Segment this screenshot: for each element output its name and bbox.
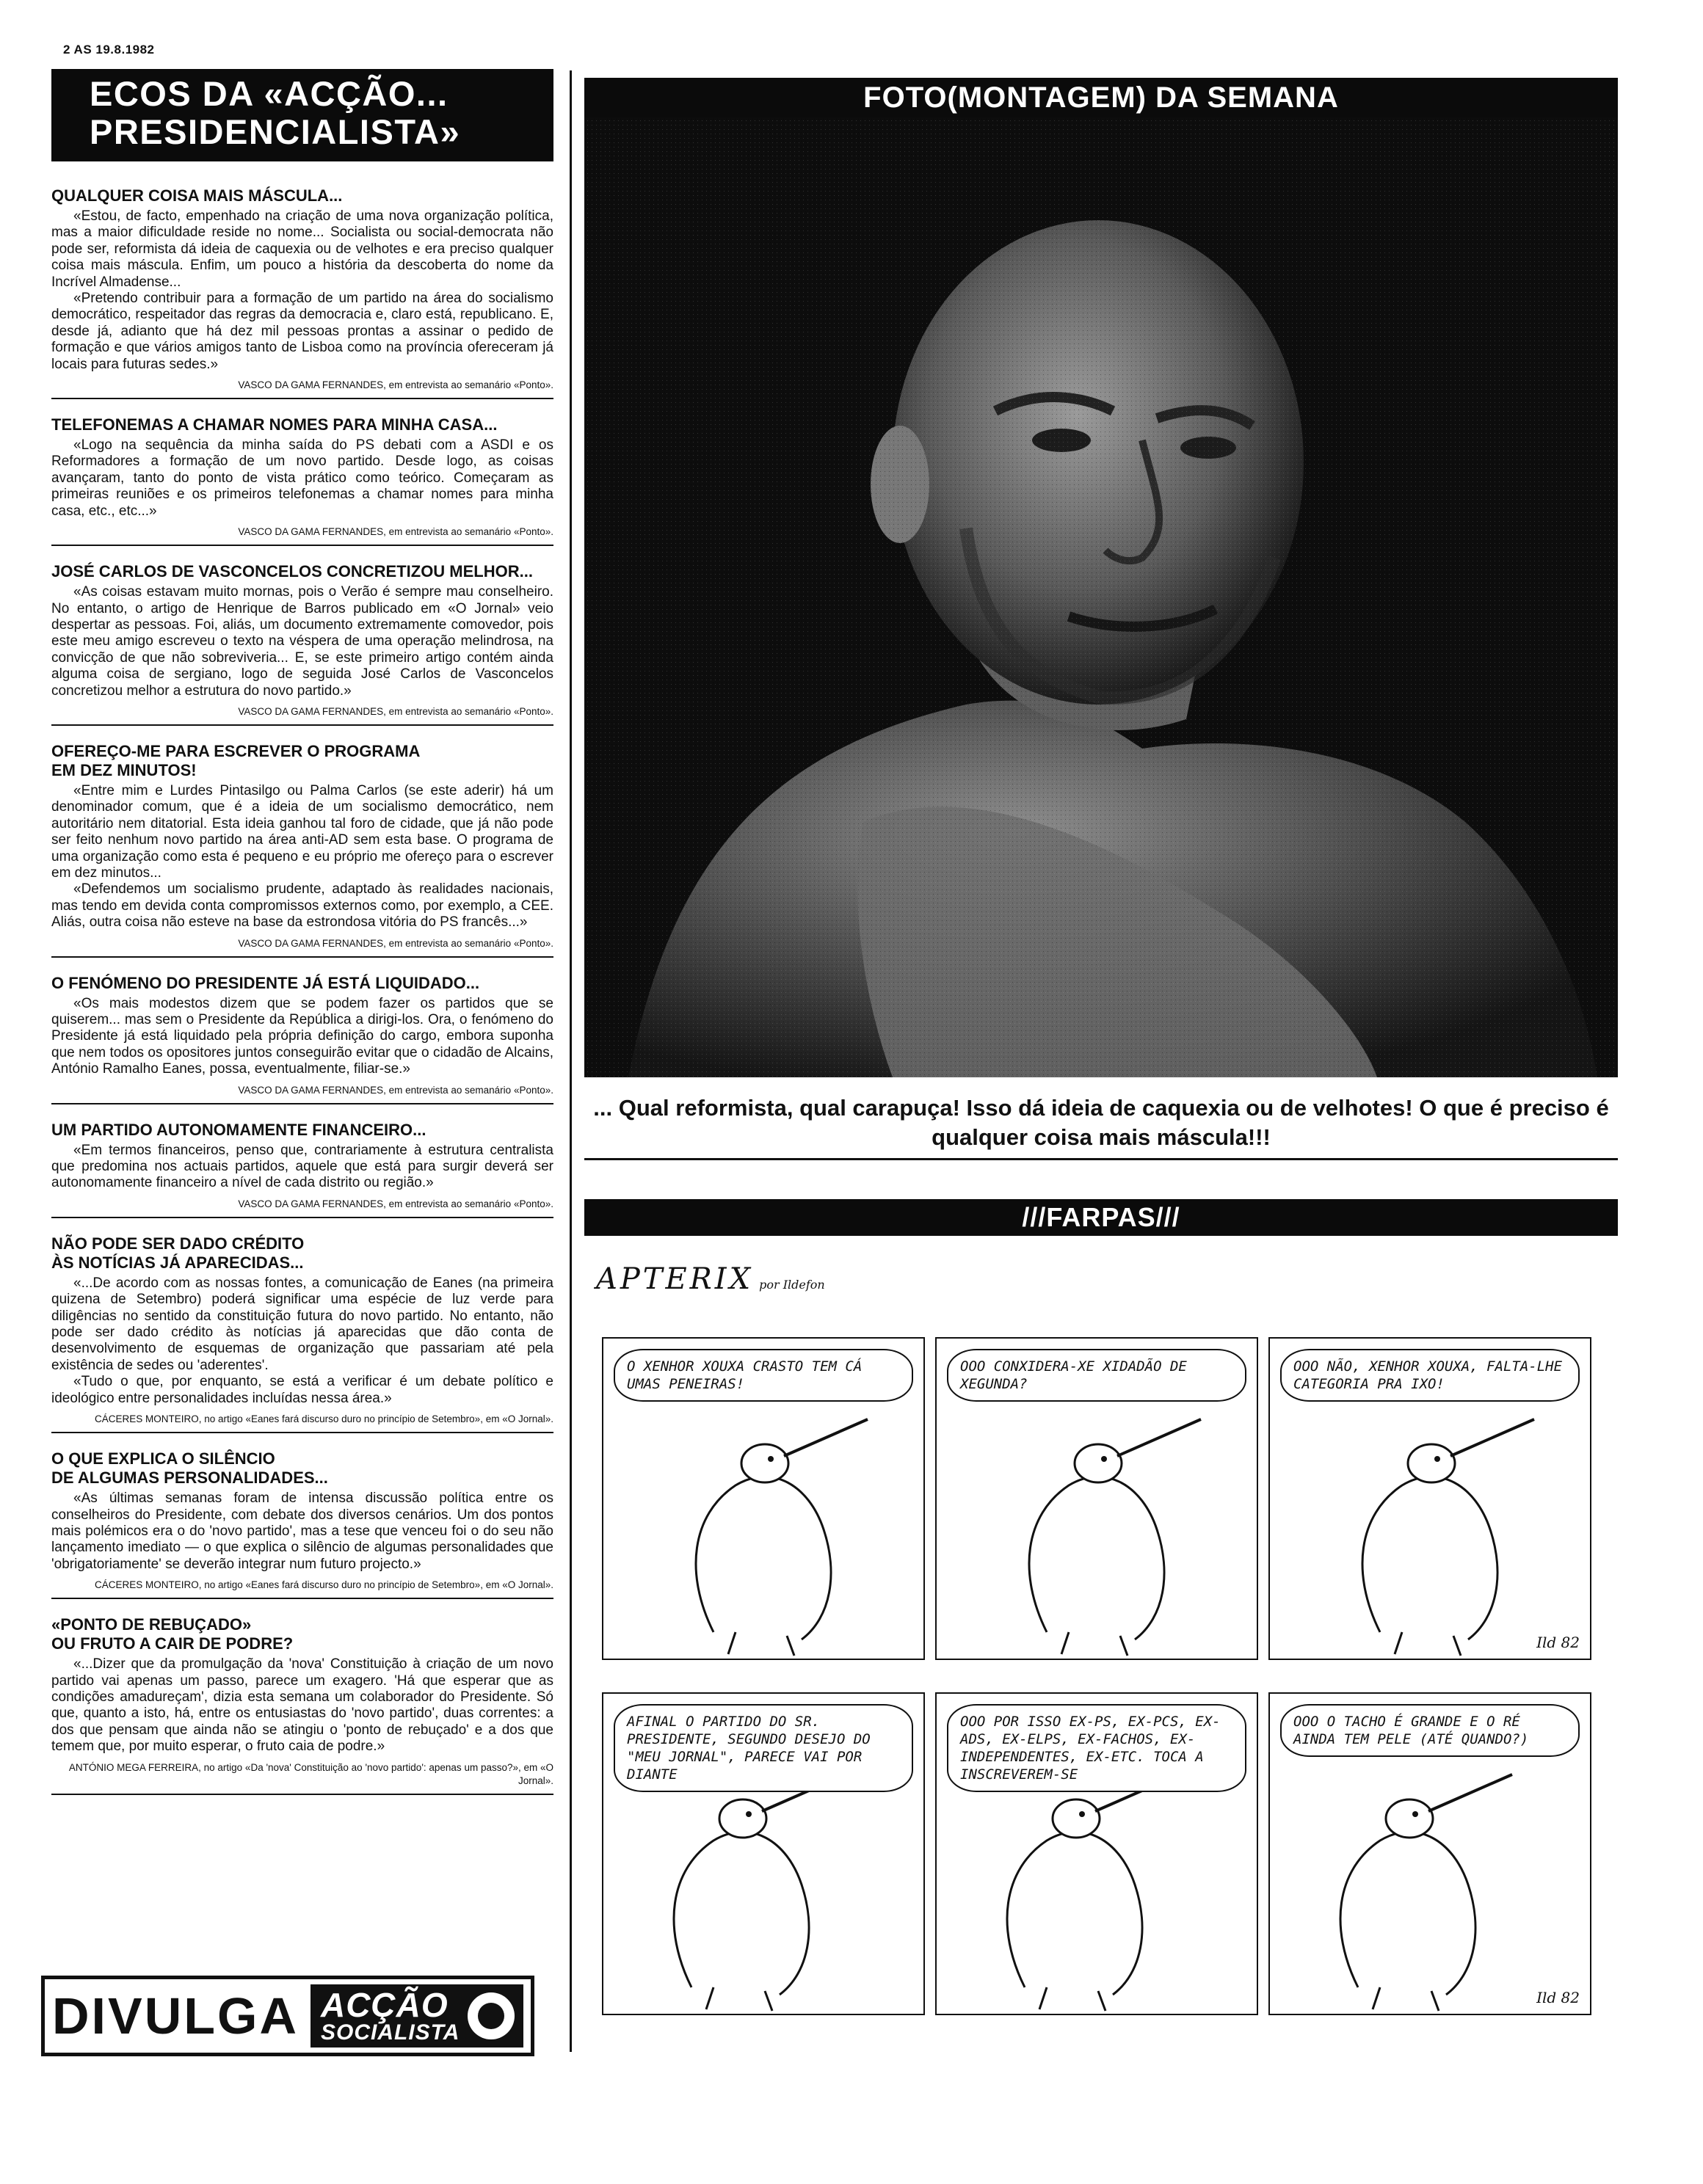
- bald-man-photo: [584, 117, 1618, 1077]
- accao-socialista-logo: [311, 1984, 523, 2048]
- brand-line1: ACÇÃO: [321, 1986, 449, 2024]
- item-paragraph: «Logo na sequência da minha saída do PS debati com a ASDI e os Reformadores a formação de um novo partido. Desde logo, as coisas avançaram, tanto do ponto de vista prático como teórico. Começaram as primeiras reuniões e os primeiros telefonemas a chamar nomes para minha casa, etc., etc...»: [51, 437, 553, 519]
- item-title-line: OU FRUTO A CAIR DE PODRE?: [51, 1634, 294, 1653]
- item-paragraph: «Entre mim e Lurdes Pintasilgo ou Palma Carlos (se este aderir) há um denominador comum, que é a ideia de um socialismo democrático, nem autoritário nem ditatorial. Esta ideia ganhou tal foro de cidade, que já não pode ser feito nenhum novo partido na área anti-AD sem esta base. O programa de uma organização como esta é pequeno e eu próprio me ofereço para o escrever em dez minutos...: [51, 782, 553, 881]
- divulga-word: DIVULGA: [52, 1987, 299, 2045]
- comic-panel-2: [935, 1337, 1258, 1660]
- item-attribution: ANTÓNIO MEGA FERREIRA, no artigo «Da 'nova' Constituição ao 'novo partido': apenas um passo?», em «O Jornal».: [68, 1761, 553, 1786]
- item-title-line: NÃO PODE SER DADO CRÉDITO: [51, 1234, 305, 1253]
- comic-panel-5: [935, 1692, 1258, 2015]
- item-attribution: VASCO DA GAMA FERNANDES, em entrevista ao semanário «Ponto».: [238, 1198, 553, 1209]
- item-attribution: CÁCERES MONTEIRO, no artigo «Eanes fará discurso duro no princípio de Setembro», em «O Jornal».: [94, 1413, 553, 1425]
- item-title: [51, 186, 553, 205]
- quote-items: [51, 186, 553, 1795]
- quote-item: [51, 1121, 553, 1218]
- item-title-line: O FENÓMENO DO PRESIDENTE JÁ ESTÁ LIQUIDADO...: [51, 973, 480, 992]
- item-separator: [51, 1598, 553, 1599]
- item-attribution: VASCO DA GAMA FERNANDES, em entrevista ao semanário «Ponto».: [238, 1084, 553, 1096]
- item-title-line: UM PARTIDO AUTONOMAMENTE FINANCEIRO...: [51, 1120, 426, 1139]
- item-paragraph: «...De acordo com as nossas fontes, a comunicação de Eanes (na primeira quizena de Setembro) poderá significar uma espécie de luz verde para diligências no sentido da constituição futura do novo partido. No entanto, não pode ser dado crédito às notícias já aparecidas que dão conta de desenvolvimento de esquemas de organização que passariam até pela existência de sedes ou 'aderentes'.: [51, 1275, 553, 1373]
- divulga-ad: [41, 1976, 534, 2056]
- item-separator: [51, 1103, 553, 1104]
- quote-item: [51, 742, 553, 958]
- item-attribution: VASCO DA GAMA FERNANDES, em entrevista ao semanário «Ponto».: [238, 705, 553, 717]
- comic-panel-6: [1268, 1692, 1591, 2015]
- speech-balloon: OOO CONXIDERA-XE XIDADÃO DE XEGUNDA?: [947, 1349, 1246, 1402]
- quote-item: [51, 974, 553, 1104]
- item-paragraph: «Pretendo contribuir para a formação de um partido na área do socialismo democrático, respeitador das regras da democracia e, claro está, republicano. E, desde já, adianto que há dez mil pessoas prontas a assinar o pedido de formação e que vários amigos tanto de Lisboa como na província ofereceram já locais para futuras sedes.»: [51, 291, 553, 372]
- item-attribution: VASCO DA GAMA FERNANDES, em entrevista ao semanário «Ponto».: [238, 526, 553, 538]
- item-separator: [51, 724, 553, 726]
- item-title: [51, 1234, 553, 1273]
- item-title-line: OFEREÇO-ME PARA ESCREVER O PROGRAMA: [51, 741, 421, 760]
- item-title: [51, 1121, 553, 1140]
- item-paragraph: «Os mais modestos dizem que se podem fazer os partidos que se quiserem... mas sem o Presidente da República a dirigi-los. Ora, o fenómeno do Presidente já está liquidado pela própria definição do cargo, embora suponha que nem todos os opositores juntos conseguirão evitar que o cidadão de Alcains, António Ramalho Eanes, possa, eventualmente, filiar-se.»: [51, 995, 553, 1077]
- item-paragraph: «As coisas estavam muito mornas, pois o Verão é sempre mau conselheiro. No entanto, o artigo de Henrique de Barros publicado em «O Jornal» veio despertar as pessoas. Foi, aliás, um documento extremamente comovedor, pois este meu amigo escreveu o texto na véspera de uma operação melindrosa, na convicção de que não sobreviveria... E, se este primeiro artigo contém ainda alguma coisa de sergiano, logo de seguida José Carlos de Vasconcelos concretizou melhor a estrutura do novo partido.»: [51, 584, 553, 699]
- item-separator: [51, 1432, 553, 1433]
- item-separator: [51, 545, 553, 546]
- item-title: [51, 974, 553, 993]
- ecos-banner-line2: PRESIDENCIALISTA»: [90, 112, 461, 151]
- item-title-line: JOSÉ CARLOS DE VASCONCELOS CONCRETIZOU MELHOR...: [51, 562, 533, 581]
- item-title: [51, 415, 553, 434]
- comic-panel-4: [602, 1692, 925, 2015]
- speech-balloon: AFINAL O PARTIDO DO SR. PRESIDENTE, SEGUNDO DESEJO DO "MEU JORNAL", PARECE VAI POR DIANTE: [614, 1704, 913, 1792]
- artist-signature: Ild 82: [1536, 1634, 1580, 1651]
- speech-balloon: OOO NÃO, XENHOR XOUXA, FALTA-LHE CATEGORIA PRA IXO!: [1280, 1349, 1580, 1402]
- comic-strip-title: [596, 1262, 825, 1296]
- page-date: 2 AS 19.8.1982: [63, 43, 155, 57]
- strip-name: APTERIX: [596, 1262, 754, 1296]
- artist-signature: Ild 82: [1536, 1989, 1580, 2006]
- item-title: [51, 562, 553, 581]
- item-title-line: EM DEZ MINUTOS!: [51, 760, 197, 779]
- brand-line2: SOCIALISTA: [321, 2020, 460, 2045]
- strip-byline: por Ildefon: [759, 1278, 825, 1292]
- quote-item: [51, 186, 553, 399]
- comic-panel-1: [602, 1337, 925, 1660]
- item-title-line: ÀS NOTÍCIAS JÁ APARECIDAS...: [51, 1253, 304, 1272]
- speech-balloon: OOO O TACHO É GRANDE E O RÉ AINDA TEM PELE (ATÉ QUANDO?): [1280, 1704, 1580, 1757]
- ecos-banner: [51, 69, 553, 161]
- item-title-line: DE ALGUMAS PERSONALIDADES...: [51, 1468, 328, 1488]
- item-separator: [51, 1217, 553, 1218]
- quote-item: [51, 415, 553, 546]
- item-separator: [51, 1794, 553, 1795]
- comic-panel-3: [1268, 1337, 1591, 1660]
- item-attribution: CÁCERES MONTEIRO, no artigo «Eanes fará discurso duro no princípio de Setembro», em «O Jornal».: [94, 1579, 553, 1591]
- speech-balloon: O XENHOR XOUXA CRASTO TEM CÁ UMAS PENEIRAS!: [614, 1349, 913, 1402]
- item-paragraph: «Tudo o que, por enquanto, se está a verificar é um debate político e ideológico entre personalidades incluídas nessa área.»: [51, 1374, 553, 1406]
- farpas-banner: ///FARPAS///: [584, 1199, 1618, 1236]
- party-fist-icon: [468, 1992, 515, 2039]
- item-paragraph: «Em termos financeiros, penso que, contrariamente à estrutura centralista que predomina nos actuais partidos, aquele que está para surgir deverá ser autonomamente financeiro a nível de cada distrito ou região.»: [51, 1142, 553, 1191]
- item-paragraph: «Estou, de facto, empenhado na criação de uma nova organização política, mas a maior dificuldade reside no nome... Socialista ou social-democrata não pode ser, reformista dá ideia de caquexia ou de velhotes e era preciso qualquer coisa mais máscula. Enfim, um pouco a história da descoberta do nome da Incrível Almadense...: [51, 208, 553, 290]
- item-separator: [51, 956, 553, 958]
- item-title-line: O QUE EXPLICA O SILÊNCIO: [51, 1449, 275, 1468]
- foto-banner: FOTO(MONTAGEM) DA SEMANA: [584, 78, 1618, 117]
- item-paragraph: «As últimas semanas foram de intensa discussão política entre os conselheiros do Presidente, com debate dos diversos cenários. Um dos pontos mais polémicos era o do 'novo partido', mas a tese que venceu foi o do seu não lançamento imediato — o que explica o silêncio de algumas personalidades que 'obrigatoriamente' se deverão integrar num futuro projecto.»: [51, 1490, 553, 1572]
- item-paragraph: «Defendemos um socialismo prudente, adaptado às realidades nacionais, mas tendo em devida conta compromissos externos como, por exemplo, a CEE. Aliás, outra coisa não esteve na base da estrondosa vitória do PS francês...»: [51, 881, 553, 931]
- ecos-banner-line1: ECOS DA «ACÇÃO...: [90, 74, 449, 113]
- column-divider: [570, 70, 572, 2052]
- item-separator: [51, 398, 553, 399]
- speech-balloon: OOO POR ISSO EX-PS, EX-PCS, EX-ADS, EX-ELPS, EX-FACHOS, EX-INDEPENDENTES, EX-ETC. TOCA A INSCREVEREM-SE: [947, 1704, 1246, 1792]
- caption-rule: [584, 1158, 1618, 1160]
- left-column: [51, 69, 553, 1795]
- photo-caption: ... Qual reformista, qual carapuça! Isso dá ideia de caquexia ou de velhotes! O que é preciso é qualquer coisa mais máscula!!!: [593, 1095, 1609, 1150]
- item-title-line: QUALQUER COISA MAIS MÁSCULA...: [51, 186, 343, 205]
- quote-item: [51, 1615, 553, 1794]
- item-title: [51, 1615, 553, 1653]
- item-title-line: «PONTO DE REBUÇADO»: [51, 1615, 252, 1634]
- item-title: [51, 742, 553, 780]
- item-title: [51, 1449, 553, 1488]
- quote-item: [51, 1234, 553, 1433]
- photomontage-image: [584, 117, 1618, 1077]
- item-attribution: VASCO DA GAMA FERNANDES, em entrevista ao semanário «Ponto».: [238, 379, 553, 391]
- item-attribution: VASCO DA GAMA FERNANDES, em entrevista ao semanário «Ponto».: [238, 937, 553, 949]
- item-title-line: TELEFONEMAS A CHAMAR NOMES PARA MINHA CASA...: [51, 415, 498, 434]
- item-paragraph: «...Dizer que da promulgação da 'nova' Constituição à criação de um novo partido vai apenas um passo, parece um exagero. 'Há que esperar que as condições amadureçam', dizia esta semana um colaborador do Presidente. Só que, quanto a isto, há, entre os entusiastas do 'novo partido', duas correntes: a dos que pensam que ainda não se atingiu o 'ponto de rebuçado' e a dos que temem que, por muito esperar, o fruto caia de podre.»: [51, 1656, 553, 1755]
- quote-item: [51, 1449, 553, 1599]
- quote-item: [51, 562, 553, 726]
